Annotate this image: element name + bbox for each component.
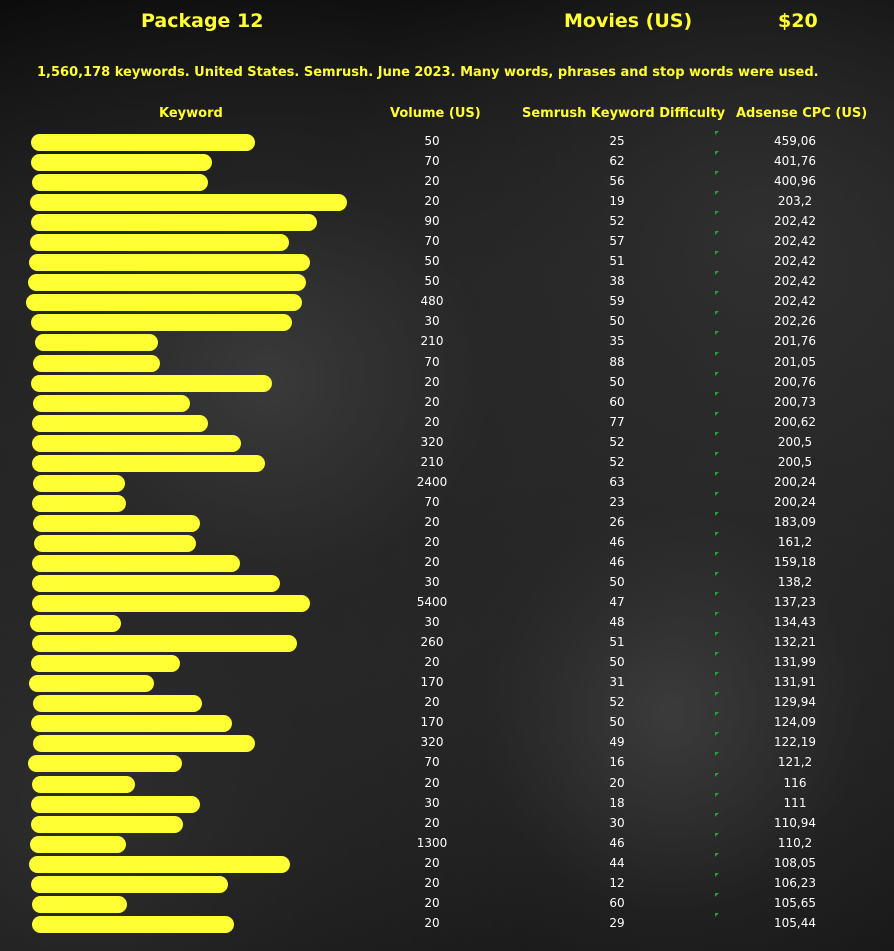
cpc-cell: 129,94 [774, 695, 816, 710]
table-row [0, 652, 894, 672]
cpc-cell: 202,42 [774, 234, 816, 249]
keyword-redaction-bar [30, 836, 126, 853]
comment-marker-icon [715, 291, 719, 295]
keyword-redaction-bar [32, 435, 241, 452]
package-title: Package 12 [141, 10, 264, 32]
table-row [0, 432, 894, 452]
comment-marker-icon [715, 913, 719, 917]
keyword-redaction-bar [33, 695, 202, 712]
comment-marker-icon [715, 171, 719, 175]
comment-marker-icon [715, 331, 719, 335]
table-row [0, 773, 894, 793]
cpc-cell: 202,42 [774, 294, 816, 309]
cpc-cell: 200,76 [774, 374, 816, 389]
comment-marker-icon [715, 452, 719, 456]
difficulty-cell: 50 [609, 715, 625, 730]
column-header-volume: Volume (US) [390, 106, 481, 121]
table-row [0, 672, 894, 692]
table-row [0, 352, 894, 372]
difficulty-cell: 50 [609, 374, 625, 389]
cpc-cell: 134,43 [774, 615, 816, 630]
table-row [0, 191, 894, 211]
keyword-redaction-bar [31, 214, 317, 231]
comment-marker-icon [715, 271, 719, 275]
cpc-cell: 116 [783, 775, 807, 790]
table-row [0, 472, 894, 492]
comment-marker-icon [715, 793, 719, 797]
comment-marker-icon [715, 392, 719, 396]
dataset-description: 1,560,178 keywords. United States. Semrush. June 2023. Many words, phrases and stop words were used. [37, 65, 819, 80]
cpc-cell: 138,2 [777, 575, 813, 590]
cpc-cell: 124,09 [774, 715, 816, 730]
cpc-cell: 202,42 [774, 274, 816, 289]
comment-marker-icon [715, 592, 719, 596]
difficulty-cell: 51 [609, 254, 625, 269]
price-label: $20 [778, 10, 818, 32]
difficulty-cell: 62 [609, 154, 625, 169]
volume-cell: 20 [424, 514, 440, 529]
table-row [0, 131, 894, 151]
comment-marker-icon [715, 572, 719, 576]
keyword-table [0, 131, 894, 933]
difficulty-cell: 30 [609, 815, 625, 830]
difficulty-cell: 50 [609, 314, 625, 329]
difficulty-cell: 50 [609, 575, 625, 590]
cpc-cell: 137,23 [774, 595, 816, 610]
keyword-redaction-bar [31, 796, 200, 813]
keyword-redaction-bar [31, 375, 272, 392]
difficulty-cell: 48 [609, 615, 625, 630]
volume-cell: 50 [424, 254, 440, 269]
difficulty-cell: 88 [609, 354, 625, 369]
table-row [0, 171, 894, 191]
volume-cell: 20 [424, 194, 440, 209]
cpc-cell: 200,5 [777, 434, 813, 449]
cpc-cell: 202,26 [774, 314, 816, 329]
cpc-cell: 200,73 [774, 394, 816, 409]
difficulty-cell: 16 [609, 755, 625, 770]
cpc-cell: 161,2 [777, 534, 813, 549]
keyword-redaction-bar [32, 916, 234, 933]
difficulty-cell: 52 [609, 434, 625, 449]
table-row [0, 893, 894, 913]
table-row [0, 913, 894, 933]
table-row [0, 732, 894, 752]
difficulty-cell: 59 [609, 294, 625, 309]
difficulty-cell: 19 [609, 194, 625, 209]
volume-cell: 20 [424, 374, 440, 389]
table-row [0, 532, 894, 552]
comment-marker-icon [715, 211, 719, 215]
cpc-cell: 401,76 [774, 154, 816, 169]
volume-cell: 5400 [416, 595, 448, 610]
volume-cell: 50 [424, 274, 440, 289]
comment-marker-icon [715, 853, 719, 857]
volume-cell: 1300 [416, 835, 448, 850]
comment-marker-icon [715, 372, 719, 376]
cpc-cell: 200,62 [774, 414, 816, 429]
volume-cell: 90 [424, 214, 440, 229]
volume-cell: 320 [420, 735, 444, 750]
comment-marker-icon [715, 311, 719, 315]
cpc-cell: 201,76 [774, 334, 816, 349]
comment-marker-icon [715, 833, 719, 837]
comment-marker-icon [715, 412, 719, 416]
cpc-cell: 183,09 [774, 514, 816, 529]
keyword-redaction-bar [33, 475, 125, 492]
cpc-cell: 110,2 [777, 835, 813, 850]
difficulty-cell: 60 [609, 895, 625, 910]
volume-cell: 170 [420, 715, 444, 730]
cpc-cell: 132,21 [774, 635, 816, 650]
keyword-redaction-bar [28, 274, 306, 291]
volume-cell: 20 [424, 534, 440, 549]
difficulty-cell: 51 [609, 635, 625, 650]
comment-marker-icon [715, 352, 719, 356]
keyword-redaction-bar [31, 816, 183, 833]
volume-cell: 20 [424, 394, 440, 409]
keyword-redaction-bar [31, 154, 212, 171]
difficulty-cell: 38 [609, 274, 625, 289]
cpc-cell: 400,96 [774, 174, 816, 189]
comment-marker-icon [715, 552, 719, 556]
cpc-cell: 105,44 [774, 915, 816, 930]
comment-marker-icon [715, 131, 719, 135]
volume-cell: 30 [424, 314, 440, 329]
keyword-redaction-bar [32, 455, 265, 472]
difficulty-cell: 26 [609, 514, 625, 529]
volume-cell: 20 [424, 554, 440, 569]
cpc-cell: 203,2 [777, 194, 813, 209]
difficulty-cell: 46 [609, 835, 625, 850]
volume-cell: 70 [424, 154, 440, 169]
keyword-redaction-bar [31, 314, 292, 331]
difficulty-cell: 60 [609, 394, 625, 409]
volume-cell: 20 [424, 855, 440, 870]
table-row [0, 271, 894, 291]
table-row [0, 712, 894, 732]
difficulty-cell: 52 [609, 454, 625, 469]
difficulty-cell: 47 [609, 595, 625, 610]
volume-cell: 70 [424, 755, 440, 770]
keyword-redaction-bar [33, 515, 200, 532]
keyword-redaction-bar [32, 495, 126, 512]
comment-marker-icon [715, 472, 719, 476]
keyword-redaction-bar [32, 595, 310, 612]
keyword-redaction-bar [31, 134, 255, 151]
keyword-redaction-bar [31, 655, 180, 672]
volume-cell: 2400 [416, 474, 448, 489]
table-row [0, 692, 894, 712]
comment-marker-icon [715, 773, 719, 777]
cpc-cell: 200,24 [774, 474, 816, 489]
table-row [0, 552, 894, 572]
cpc-cell: 108,05 [774, 855, 816, 870]
table-row [0, 412, 894, 432]
volume-cell: 210 [420, 454, 444, 469]
keyword-redaction-bar [35, 334, 158, 351]
difficulty-cell: 25 [609, 134, 625, 148]
keyword-redaction-bar [32, 174, 208, 191]
table-row [0, 833, 894, 853]
volume-cell: 70 [424, 234, 440, 249]
keyword-redaction-bar [32, 635, 297, 652]
difficulty-cell: 46 [609, 534, 625, 549]
difficulty-cell: 77 [609, 414, 625, 429]
difficulty-cell: 52 [609, 695, 625, 710]
keyword-redaction-bar [33, 355, 160, 372]
comment-marker-icon [715, 692, 719, 696]
table-row [0, 291, 894, 311]
keyword-redaction-bar [33, 395, 190, 412]
volume-cell: 20 [424, 895, 440, 910]
comment-marker-icon [715, 532, 719, 536]
column-header-cpc: Adsense CPC (US) [736, 106, 868, 121]
volume-cell: 20 [424, 775, 440, 790]
table-row [0, 372, 894, 392]
comment-marker-icon [715, 893, 719, 897]
difficulty-cell: 29 [609, 915, 625, 930]
cpc-cell: 106,23 [774, 875, 816, 890]
cpc-cell: 202,42 [774, 214, 816, 229]
table-row [0, 592, 894, 612]
keyword-redaction-bar [32, 555, 240, 572]
difficulty-cell: 49 [609, 735, 625, 750]
comment-marker-icon [715, 191, 719, 195]
cpc-cell: 200,24 [774, 494, 816, 509]
table-row [0, 813, 894, 833]
volume-cell: 70 [424, 354, 440, 369]
column-header-keyword: Keyword [159, 106, 223, 121]
volume-cell: 170 [420, 675, 444, 690]
comment-marker-icon [715, 813, 719, 817]
difficulty-cell: 20 [609, 775, 625, 790]
cpc-cell: 110,94 [774, 815, 816, 830]
table-row [0, 853, 894, 873]
difficulty-cell: 52 [609, 214, 625, 229]
table-row [0, 311, 894, 331]
table-row [0, 873, 894, 893]
comment-marker-icon [715, 231, 719, 235]
volume-cell: 30 [424, 795, 440, 810]
keyword-redaction-bar [30, 234, 289, 251]
difficulty-cell: 56 [609, 174, 625, 189]
cpc-cell: 105,65 [774, 895, 816, 910]
volume-cell: 20 [424, 174, 440, 189]
comment-marker-icon [715, 251, 719, 255]
difficulty-cell: 35 [609, 334, 625, 349]
table-row [0, 632, 894, 652]
keyword-redaction-bar [32, 415, 208, 432]
keyword-redaction-bar [28, 755, 182, 772]
column-header-difficulty: Semrush Keyword Difficulty [522, 106, 726, 121]
difficulty-cell: 12 [609, 875, 625, 890]
difficulty-cell: 18 [609, 795, 625, 810]
comment-marker-icon [715, 432, 719, 436]
difficulty-cell: 50 [609, 655, 625, 670]
comment-marker-icon [715, 752, 719, 756]
table-row [0, 151, 894, 171]
cpc-cell: 459,06 [774, 134, 816, 148]
keyword-redaction-bar [26, 294, 302, 311]
keyword-redaction-bar [29, 254, 310, 271]
table-row [0, 793, 894, 813]
table-row [0, 452, 894, 472]
comment-marker-icon [715, 512, 719, 516]
keyword-redaction-bar [30, 194, 347, 211]
table-row [0, 492, 894, 512]
cpc-cell: 131,91 [774, 675, 816, 690]
comment-marker-icon [715, 873, 719, 877]
volume-cell: 480 [420, 294, 444, 309]
table-row [0, 572, 894, 592]
category-title: Movies (US) [564, 10, 693, 32]
cpc-cell: 202,42 [774, 254, 816, 269]
keyword-redaction-bar [33, 735, 255, 752]
difficulty-cell: 31 [609, 675, 625, 690]
keyword-redaction-bar [32, 896, 127, 913]
volume-cell: 70 [424, 494, 440, 509]
volume-cell: 20 [424, 414, 440, 429]
cpc-cell: 111 [783, 795, 807, 810]
table-row [0, 231, 894, 251]
table-row [0, 752, 894, 772]
volume-cell: 20 [424, 695, 440, 710]
table-row [0, 331, 894, 351]
cpc-cell: 200,5 [777, 454, 813, 469]
comment-marker-icon [715, 612, 719, 616]
table-row [0, 211, 894, 231]
difficulty-cell: 57 [609, 234, 625, 249]
volume-cell: 20 [424, 875, 440, 890]
comment-marker-icon [715, 151, 719, 155]
comment-marker-icon [715, 492, 719, 496]
keyword-redaction-bar [31, 876, 228, 893]
comment-marker-icon [715, 712, 719, 716]
keyword-redaction-bar [32, 776, 135, 793]
cpc-cell: 201,05 [774, 354, 816, 369]
comment-marker-icon [715, 672, 719, 676]
table-row [0, 392, 894, 412]
volume-cell: 30 [424, 575, 440, 590]
comment-marker-icon [715, 652, 719, 656]
cpc-cell: 131,99 [774, 655, 816, 670]
difficulty-cell: 63 [609, 474, 625, 489]
volume-cell: 260 [420, 635, 444, 650]
keyword-redaction-bar [32, 575, 280, 592]
difficulty-cell: 44 [609, 855, 625, 870]
table-row [0, 612, 894, 632]
keyword-redaction-bar [34, 535, 196, 552]
volume-cell: 20 [424, 815, 440, 830]
table-row [0, 512, 894, 532]
volume-cell: 20 [424, 655, 440, 670]
difficulty-cell: 23 [609, 494, 625, 509]
volume-cell: 30 [424, 615, 440, 630]
volume-cell: 50 [424, 134, 440, 148]
comment-marker-icon [715, 732, 719, 736]
volume-cell: 210 [420, 334, 444, 349]
cpc-cell: 122,19 [774, 735, 816, 750]
keyword-redaction-bar [30, 615, 121, 632]
table-row [0, 251, 894, 271]
difficulty-cell: 46 [609, 554, 625, 569]
keyword-redaction-bar [29, 856, 290, 873]
keyword-redaction-bar [31, 715, 232, 732]
keyword-redaction-bar [29, 675, 154, 692]
volume-cell: 320 [420, 434, 444, 449]
cpc-cell: 121,2 [777, 755, 813, 770]
comment-marker-icon [715, 632, 719, 636]
volume-cell: 20 [424, 915, 440, 930]
cpc-cell: 159,18 [774, 554, 816, 569]
